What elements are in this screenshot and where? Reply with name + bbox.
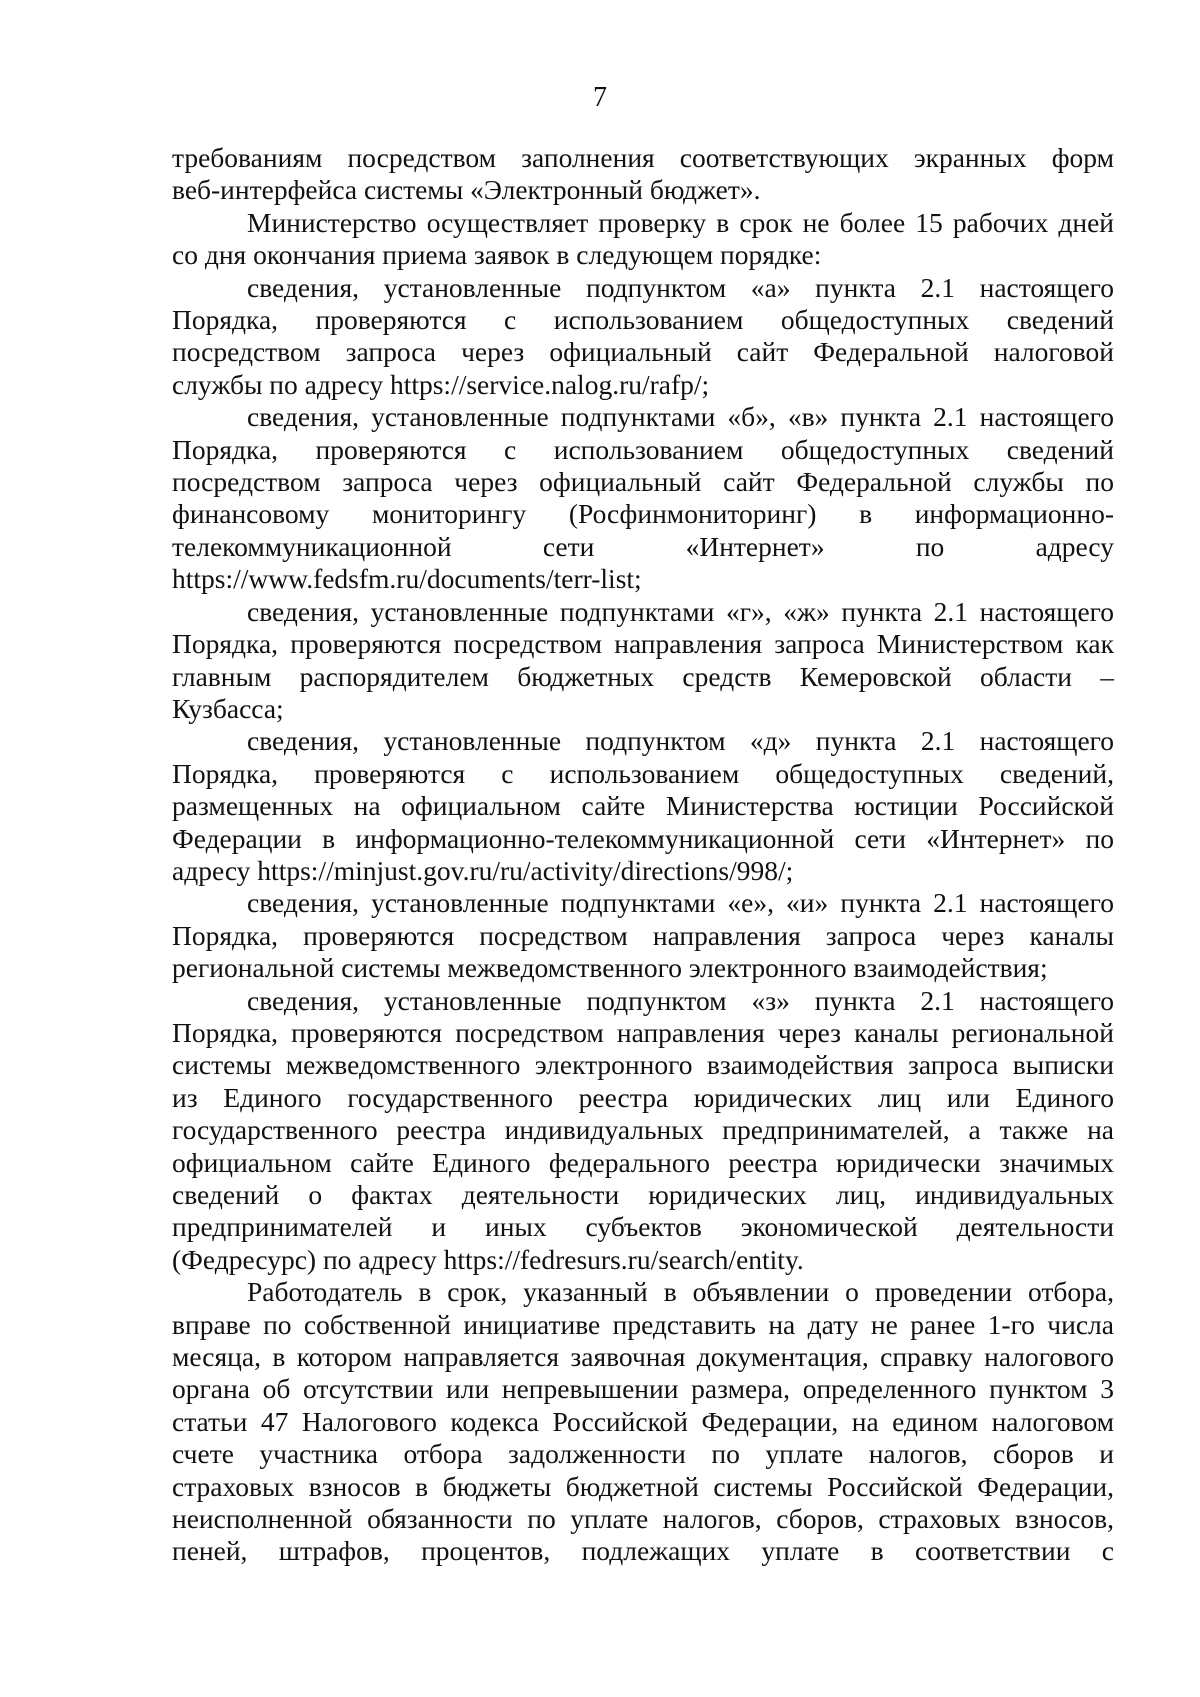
text-line: сведения, установленные подпунктом «з» пункта 2.1 настоящего [247, 984, 1114, 1016]
paragraph [172, 272, 1114, 402]
text-line: месяца, в котором направляется заявочная документация, справку налогового [172, 1341, 1114, 1373]
text-line: Порядка, проверяются посредством направления запроса через каналы [172, 919, 1114, 951]
text-line: https://www.fedsfm.ru/documents/terr-list; [172, 563, 642, 595]
text-line: Порядка, проверяются с использованием общедоступных сведений, [172, 757, 1114, 789]
paragraph [172, 1276, 1114, 1568]
text-line: сведения, установленные подпунктами «г», «ж» пункта 2.1 настоящего [247, 595, 1114, 627]
text-line: неисполненной обязанности по уплате налогов, сборов, страховых взносов, [172, 1503, 1114, 1535]
paragraph [172, 142, 1114, 207]
text-line: сведения, установленные подпунктом «а» пункта 2.1 настоящего [247, 271, 1114, 303]
text-line: пеней, штрафов, процентов, подлежащих уплате в соответствии с [172, 1535, 1114, 1567]
text-line: главным распорядителем бюджетных средств Кемеровской области – [172, 660, 1114, 692]
text-line: Министерство осуществляет проверку в срок не более 15 рабочих дней [247, 206, 1114, 238]
paragraph [172, 887, 1114, 984]
text-line: Порядка, проверяются с использованием общедоступных сведений [172, 304, 1114, 336]
text-line: размещенных на официальном сайте Министерства юстиции Российской [172, 790, 1114, 822]
text-line: сведения, установленные подпунктом «д» пункта 2.1 настоящего [247, 725, 1114, 757]
text-line: органа об отсутствии или непревышении размера, определенного пунктом 3 [172, 1373, 1114, 1405]
text-line: из Единого государственного реестра юридических лиц или Единого [172, 1081, 1114, 1113]
text-line: телекоммуникационной сети «Интернет» по адресу [172, 530, 1114, 562]
text-line: страховых взносов в бюджеты бюджетной системы Российской Федерации, [172, 1470, 1114, 1502]
page-number: 7 [593, 82, 607, 113]
paragraph [172, 401, 1114, 595]
paragraph [172, 985, 1114, 1277]
text-line: сведений о фактах деятельности юридических лиц, индивидуальных [172, 1179, 1114, 1210]
text-line: веб-интерфейса системы «Электронный бюджет». [172, 174, 761, 206]
text-line: вправе по собственной инициативе представить на дату не ранее 1-го числа [172, 1308, 1114, 1340]
text-line: посредством запроса через официальный сайт Федеральной службы по [172, 466, 1114, 498]
text-line: адресу https://minjust.gov.ru/ru/activity/directions/998/; [172, 854, 794, 886]
text-line: счете участника отбора задолженности по уплате налогов, сборов и [172, 1438, 1114, 1470]
text-line: (Федресурс) по адресу https://fedresurs.ru/search/entity. [172, 1243, 804, 1275]
text-line: Порядка, проверяются посредством направления через каналы региональной [172, 1016, 1114, 1048]
text-line: Работодатель в срок, указанный в объявлении о проведении отбора, [247, 1276, 1114, 1308]
text-line: сведения, установленные подпунктами «е», «и» пункта 2.1 настоящего [247, 887, 1114, 919]
document-body [172, 142, 1114, 1568]
text-line: Порядка, проверяются с использованием общедоступных сведений [172, 433, 1114, 465]
text-line: государственного реестра индивидуальных предпринимателей, а также на [172, 1114, 1114, 1146]
text-line: посредством запроса через официальный сайт Федеральной налоговой [172, 336, 1114, 368]
text-line: Кузбасса; [172, 692, 284, 724]
text-line: службы по адресу https://service.nalog.ru/rafp/; [172, 368, 710, 400]
text-line: финансовому мониторингу (Росфинмониторинг) в информационно- [172, 498, 1114, 530]
text-line: со дня окончания приема заявок в следующем порядке: [172, 239, 822, 271]
paragraph [172, 725, 1114, 887]
text-line: статьи 47 Налогового кодекса Российской Федерации, на едином налоговом [172, 1405, 1114, 1437]
text-line: требованиям посредством заполнения соответствующих экранных форм [172, 142, 1114, 173]
paragraph [172, 596, 1114, 726]
text-line: Федерации в информационно-телекоммуникационной сети «Интернет» по [172, 822, 1114, 854]
text-line: сведения, установленные подпунктами «б», «в» пункта 2.1 настоящего [247, 401, 1114, 433]
text-line: системы межведомственного электронного взаимодействия запроса выписки [172, 1049, 1114, 1081]
text-line: официальном сайте Единого федерального реестра юридически значимых [172, 1146, 1114, 1178]
text-line: Порядка, проверяются посредством направления запроса Министерством как [172, 628, 1114, 660]
paragraph [172, 207, 1114, 272]
text-line: региональной системы межведомственного электронного взаимодействия; [172, 952, 1048, 984]
text-line: предпринимателей и иных субъектов экономической деятельности [172, 1211, 1114, 1243]
